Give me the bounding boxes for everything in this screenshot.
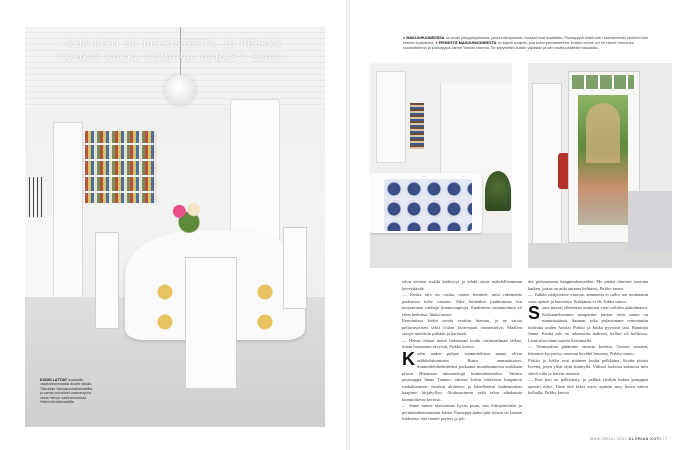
paragraph: — Valkka näilyttoime vuotiaa, annnnetta et tulloi mu momaanin vaan ajateet ja kuostesta. Kukkmaa ei eli, Jukka sanoo. bbox=[528, 292, 648, 304]
left-page bbox=[0, 0, 346, 450]
paragraph: — Halusi ohjaat meitä hakemaan kodin värimaailman talkaa, ilman harmainta sävyistä, Pirkko kertoo. bbox=[402, 337, 522, 350]
chair bbox=[283, 227, 307, 309]
intro-text-2: on käynti suojelle, jota kotini perustekeena. Kuistin ohnne ovi on Hanni Horoonen suunnittelema ja puusepppä Janne Tannon tekemä. Se sävyttettiin kuistin vajoistan ja sen mutta päättelee raskautta. bbox=[403, 41, 634, 50]
paragraph: — Viimeaalina pidämme ensasta kodista. Tavuan sassaan, häimäris kysyntöu, nuoman hyvältä lastensa, Pirkko sanoo. bbox=[528, 344, 648, 357]
paragraph bbox=[402, 351, 522, 403]
intro-text-1: on tuvan pikkypitopistoina, jonka kolmijouseet, tuoksat rivat maalattiin. Puusepppä veisti oven sarmannenet verhmet tuin kesken kuapeissa. bbox=[403, 36, 648, 45]
intro-lead-1: MAKUUHUONEESSA bbox=[406, 36, 445, 40]
pull-quote: "KUN KOTI ON PELKISTETTY, JO PELKKÄ YKSIKIN KUKKA POMPPAA UPEASTI ESIIN." bbox=[57, 39, 289, 62]
caption-lead: KODIN LATTIAT bbox=[40, 378, 68, 382]
candlesticks-icon bbox=[29, 177, 43, 217]
transom-window bbox=[572, 75, 634, 89]
caption-text: maalattiin vaaleanharmaaksi duotte lakalla Tikkurilan Vanhapuulattiamaalilla, ja samia puinaliset vaaleampina vasta hienon vaaleanharmaa Helmi-talvalkimaalilla. bbox=[40, 378, 94, 405]
bed bbox=[628, 191, 672, 251]
photo-captions bbox=[403, 36, 649, 51]
body-column-2 bbox=[528, 279, 648, 397]
plant-icon bbox=[485, 171, 511, 211]
paragraph: — Kun koti on pelkistetty, jo pelkkä yksikin kukka pomppaa upeasti esiin. Tästä että kiket myös epäsiin myy kuten saihot kelhalla, Pirkko kertoo. bbox=[528, 377, 648, 396]
bullet-icon: ● bbox=[403, 36, 406, 40]
bookshelf-lines bbox=[83, 129, 159, 205]
page-gutter bbox=[346, 0, 350, 450]
paragraph: dot piilossatuvat kaappirakenteiden. Me pitäisi ilmoiset suoruna kaiken, joissa on auki antanet keltaiset, Pirkko sanoo. bbox=[528, 279, 648, 291]
drop-cap: K bbox=[402, 349, 415, 370]
paragraph-text: odin uuden pohjan suunnittelussa apuna olivat arkkitehtiomisinn Rusto ammattitaiset. Suunnittelukehitteeksi purkaana nimulkaimessa arokkaan piirrot Hitamaan rakennettuja kiimmakuitenkin. Taitava puusepppä Janne Tannon, rakensi kotiin rittäväsen kaapinton ruokahuoneen ovenkin aloitteen, ja hänellenkin lankennukset kaapinto kirjahyllyn. Aloitusmineen sekä talon aikakautta kunnioittavat kerrosit. bbox=[402, 351, 522, 402]
body-column-1 bbox=[402, 279, 522, 423]
issue-date: MAALISKUU 2017 bbox=[590, 437, 628, 441]
photo-caption bbox=[40, 378, 94, 404]
window bbox=[376, 71, 406, 163]
paragraph: talon seinien sisällä kätkeytyi ja tehdä niistä mahdollisimman keveyttävää. bbox=[402, 279, 522, 291]
page-footer bbox=[590, 437, 667, 441]
paragraph bbox=[528, 305, 648, 344]
magazine-name: GLORIAN KOTI bbox=[628, 437, 661, 441]
page-number: 77 bbox=[662, 437, 668, 441]
intro-lead-2: PIENESTÄ MAKUUHUONEESTA bbox=[438, 41, 497, 45]
patterned-blanket bbox=[384, 179, 472, 231]
paragraph: — Koska talo on vanha, emme tienneet, mitä rakennetta purkaessa tulee vastaan. Aika kuitenkin joudutimme kin korjaamaan vanhoja kunnossapitoja. Enakitteen suunnitelmia eli ideat hetkuisa, Jukka sanoo. bbox=[402, 292, 522, 317]
pendant-lamp-icon bbox=[165, 75, 195, 105]
bedroom-photo bbox=[370, 63, 512, 268]
paragraph: Pirkko ja Jukka ovat pitäneet kodin pelkkätna. Kodin pitäisi luvetta, joten ylität täjin lisäntyllä. Välissä loolessa sukinosa mitt siiteli tulla ja kasvin maaeen. bbox=[528, 357, 648, 376]
chair bbox=[95, 232, 119, 329]
paragraph: — Janne tuntee tavattoman hyvin puun, mis kiittäytettinen ja perinnerakentaminen Jukka. Puuseppä paluu pän työssä on laadun lukkoista, että monet perfect ja job. bbox=[402, 403, 522, 422]
porch-door-photo bbox=[528, 63, 672, 268]
chair bbox=[185, 257, 237, 389]
paragraph-text: ama mizzai ylläreeran asuntoon vieri valtittin alakulmassa. Ketkuaniksemme maapetiitn kustan ottin sauna on tunnustuttinut. Saunan, joka pulasiomme remontaitin tuttituna uuden Anaksi Pirkko ja Jukka pyysivät taas Hanninjä Janne. Koska talo on rakennettu mäkeen, kellari oli kalliossa. Lisää tilaa sinne saatiin kaivamalla. bbox=[528, 305, 648, 343]
arch bbox=[586, 103, 620, 163]
dining-room-photo bbox=[25, 27, 325, 427]
bullet-icon: ● bbox=[435, 41, 438, 45]
paragraph: Remontissa kodin seinät avattiin hieman, ja ne saivat pellavasyrisen seksi Uulan livin-maali viimeistelyn. Maalien sävyjä mietittiin pitkään ja hartaasti. bbox=[402, 318, 522, 337]
bookshelf bbox=[410, 103, 424, 149]
open-door bbox=[53, 122, 83, 299]
floor bbox=[370, 233, 512, 268]
drop-cap: S bbox=[528, 303, 541, 324]
flower-bouquet-icon bbox=[165, 197, 213, 233]
